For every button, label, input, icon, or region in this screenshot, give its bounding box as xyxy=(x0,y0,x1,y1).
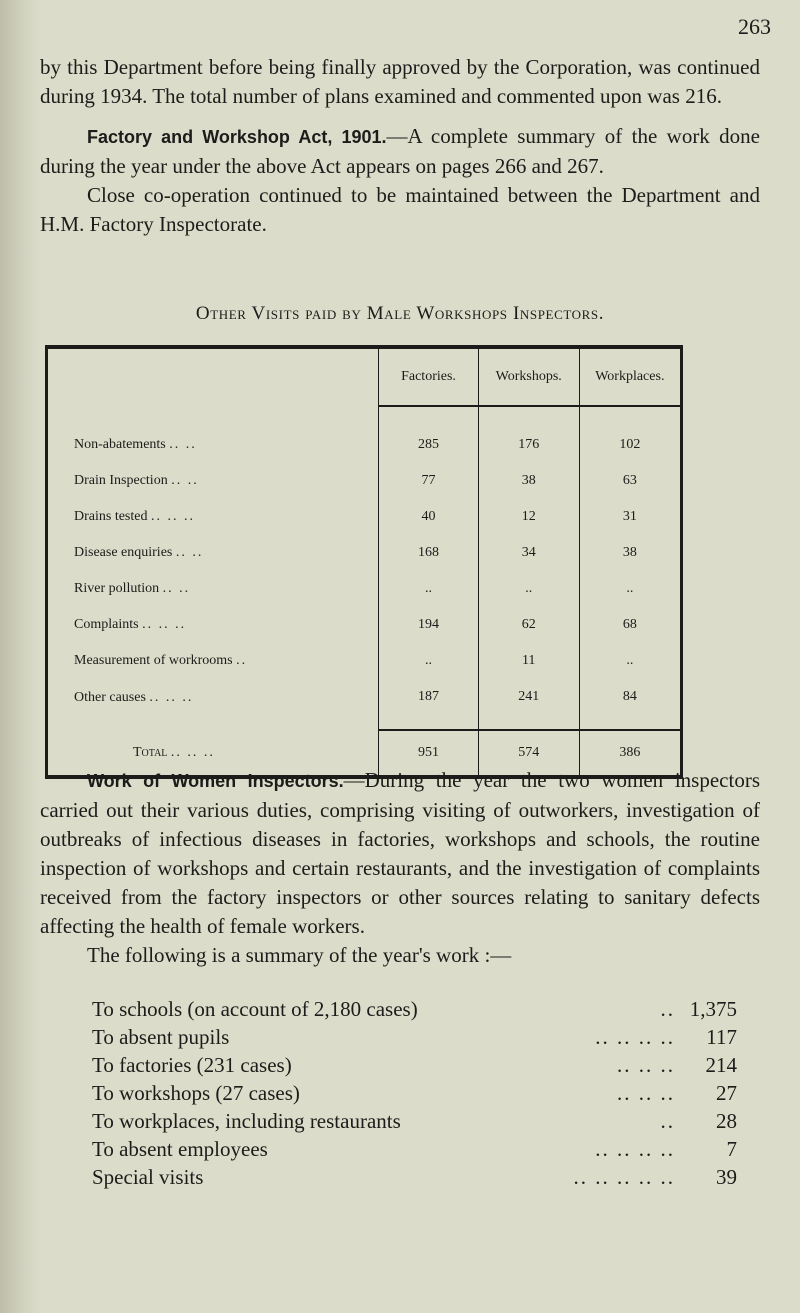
summary-list xyxy=(92,995,737,1191)
summary-value: 7 xyxy=(726,1137,737,1161)
leader-dots: .. .. .. xyxy=(617,1081,675,1105)
summary-value: 117 xyxy=(706,1025,737,1049)
row-label xyxy=(47,571,379,607)
paragraph-cooperation: Close co-operation continued to be maintained between the Department and H.M. Factory Inspectorate. xyxy=(40,183,760,236)
cell-value: .. xyxy=(579,571,681,607)
page-binding-shadow xyxy=(0,0,40,1313)
cell-value: 38 xyxy=(478,463,579,499)
factory-act-text: —A complete summary of the work done during the year under the above Act appears on pages 266 and 267. xyxy=(40,124,760,178)
summary-value: 1,375 xyxy=(689,997,737,1021)
row-label xyxy=(47,607,379,643)
leader-dots: .. .. xyxy=(171,473,199,488)
row-label-text: Total xyxy=(133,744,168,760)
heading-factory-act: Factory and Workshop Act, 1901. xyxy=(87,127,387,147)
row-label-text: Drain Inspection xyxy=(74,473,168,488)
summary-value: 39 xyxy=(716,1165,737,1189)
heading-women-inspectors: Work of Women Inspectors. xyxy=(87,771,344,791)
table-header-row xyxy=(47,347,682,406)
table-row xyxy=(47,463,682,499)
leader-dots: .. .. .. xyxy=(170,744,215,760)
col-workshops: Workshops. xyxy=(478,347,579,406)
summary-label: To absent pupils xyxy=(92,1025,230,1049)
row-label xyxy=(47,643,379,679)
paragraph-women-inspectors xyxy=(40,766,760,941)
cell-value: 951 xyxy=(379,730,478,777)
cell-value: 168 xyxy=(379,535,478,571)
table-row xyxy=(47,643,682,679)
summary-item xyxy=(92,1051,737,1079)
leader-dots: .. .. xyxy=(169,436,197,452)
cell-value: 40 xyxy=(379,499,478,535)
header-blank xyxy=(47,347,379,406)
cell-value: 241 xyxy=(478,679,579,730)
row-label-text: River pollution xyxy=(74,581,160,596)
leader-dots: .. .. .. .. xyxy=(595,1025,675,1049)
cell-value: 62 xyxy=(478,607,579,643)
summary-label: To schools (on account of 2,180 cases) xyxy=(92,997,418,1021)
body-text-bottom xyxy=(40,766,760,970)
paragraph-summary-intro: The following is a summary of the year's work :— xyxy=(87,943,512,967)
leader-dots: .. xyxy=(236,653,248,668)
leader-dots: .. .. .. xyxy=(149,689,194,705)
summary-item xyxy=(92,1163,737,1191)
summary-item xyxy=(92,1107,737,1135)
table-row xyxy=(47,571,682,607)
cell-value: 38 xyxy=(579,535,681,571)
table-title: Other Visits paid by Male Workshops Inspectors. xyxy=(195,303,605,324)
row-label xyxy=(47,463,379,499)
row-label-text: Drains tested xyxy=(74,509,148,524)
leader-dots: .. .. .. .. .. xyxy=(573,1165,675,1189)
row-label xyxy=(47,406,379,463)
summary-value: 214 xyxy=(705,1053,737,1077)
cell-value: .. xyxy=(579,643,681,679)
row-label-text: Other causes xyxy=(74,689,146,705)
women-inspectors-text: —During the year the two women inspectors carried out their various duties, comprising visiting of outworkers, investigation of outbreaks of infectious diseases in factories, workshops and schools, the routine inspection of workshops and certain restaurants, and the investigation of complaints received from the factory inspectors or other sources relating to sanitary defects affecting the health of female workers. xyxy=(40,768,760,938)
cell-value: .. xyxy=(478,571,579,607)
summary-item xyxy=(92,1079,737,1107)
leader-dots: .. xyxy=(660,997,675,1021)
cell-value: 176 xyxy=(478,406,579,463)
summary-label: To workshops (27 cases) xyxy=(92,1081,300,1105)
leader-dots: .. .. .. xyxy=(617,1053,675,1077)
summary-item xyxy=(92,1023,737,1051)
cell-value: .. xyxy=(379,643,478,679)
row-label xyxy=(47,499,379,535)
leader-dots: .. .. xyxy=(175,545,204,560)
row-label-text: Measurement of workrooms xyxy=(74,653,233,668)
leader-dots: .. .. xyxy=(162,581,191,596)
cell-value: 574 xyxy=(478,730,579,777)
cell-value: 31 xyxy=(579,499,681,535)
summary-item xyxy=(92,1135,737,1163)
row-label-text: Disease enquiries xyxy=(74,545,173,560)
cell-value: 386 xyxy=(579,730,681,777)
summary-label: To workplaces, including restaurants xyxy=(92,1109,401,1133)
paragraph-factory-act xyxy=(40,122,760,181)
cell-value: 11 xyxy=(478,643,579,679)
col-factories: Factories. xyxy=(379,347,478,406)
col-workplaces: Workplaces. xyxy=(579,347,681,406)
summary-label: To absent employees xyxy=(92,1137,268,1161)
cell-value: 68 xyxy=(579,607,681,643)
cell-value: 12 xyxy=(478,499,579,535)
cell-value: 77 xyxy=(379,463,478,499)
male-inspectors-visits-table xyxy=(45,345,683,779)
cell-value: 187 xyxy=(379,679,478,730)
row-label-text: Complaints xyxy=(74,617,139,632)
leader-dots: .. xyxy=(660,1109,675,1133)
summary-label: To factories (231 cases) xyxy=(92,1053,292,1077)
summary-value: 27 xyxy=(716,1081,737,1105)
cell-value: 63 xyxy=(579,463,681,499)
summary-label: Special visits xyxy=(92,1165,204,1189)
table-row xyxy=(47,535,682,571)
table-row xyxy=(47,499,682,535)
table-row xyxy=(47,679,682,730)
page-number: 263 xyxy=(738,14,771,39)
cell-value: 194 xyxy=(379,607,478,643)
table-row xyxy=(47,607,682,643)
leader-dots: .. .. .. .. xyxy=(595,1137,675,1161)
row-label xyxy=(47,535,379,571)
cell-value: 285 xyxy=(379,406,478,463)
leader-dots: .. .. .. xyxy=(142,617,187,632)
cell-value: 102 xyxy=(579,406,681,463)
cell-value: 34 xyxy=(478,535,579,571)
cell-value: .. xyxy=(379,571,478,607)
row-label xyxy=(47,679,379,730)
leader-dots: .. .. .. xyxy=(150,509,195,524)
cell-value: 84 xyxy=(579,679,681,730)
body-text-top xyxy=(40,53,760,239)
summary-item xyxy=(92,995,737,1023)
summary-value: 28 xyxy=(716,1109,737,1133)
paragraph-plans: by this Department before being finally approved by the Corporation, was continued during 1934. The total number of plans examined and commented upon was 216. xyxy=(40,55,760,108)
table-row xyxy=(47,406,682,463)
row-label-text: Non-abatements xyxy=(74,436,166,452)
